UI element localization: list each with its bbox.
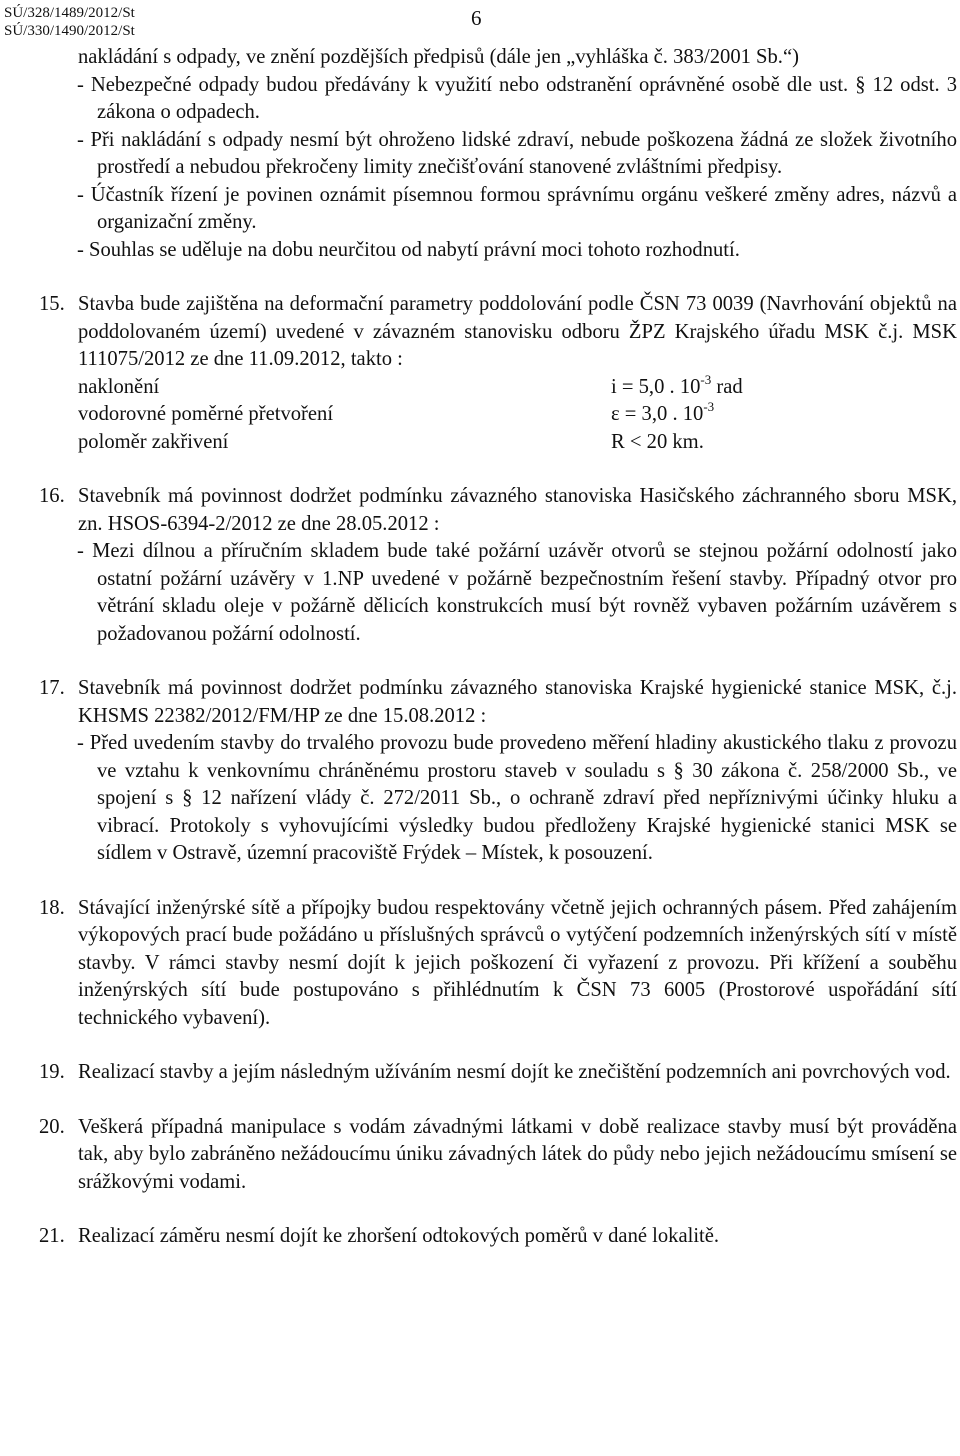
parameter-row-tilt: [78, 371, 957, 402]
condition-text: Stavebník má povinnost dodržet podmínku závazného stanoviska Hasičského záchranného sboru MSK, zn. HSOS-6394-2/2012 ze dne 28.05.2012 :: [78, 485, 957, 535]
condition-number: 16.: [39, 485, 65, 507]
condition-18: [39, 895, 957, 1033]
condition-17-bullet: - Před uvedením stavby do trvalého provozu bude provedeno měření hladiny akustického tlaku z provozu ve vztahu k venkovnímu chráněnému prostoru staveb v souladu s § 30 zákona č. 258/2000 Sb., ve spojení s § 12 nařízení vlády č. 272/2011 Sb., o ochraně zdraví před nepříznivými účinky hluku a vibrací. Protokoly s vyhovujícími výsledky budou předloženy Krajské hygienické stanici MSK se sídlem v Ostravě, územní pracoviště Frýdek – Místek, k posouzení.: [77, 732, 957, 864]
parameter-row-radius: [78, 429, 957, 457]
condition-21: [39, 1223, 957, 1251]
parameter-value: i = 5,0 . $10^{-3}$ rad: [611, 371, 743, 398]
condition-number: 20.: [39, 1115, 65, 1138]
condition-text: Realizací stavby a jejím následným užíváním nesmí dojít ke znečištění podzemních ani povrchových vod.: [78, 1061, 951, 1083]
bullet-hazardous-waste: - Nebezpečné odpady budou předávány k využití nebo odstranění oprávněné osobě dle ust. § 12 odst. 3 zákona o odpadech.: [77, 73, 957, 123]
condition-20: [39, 1114, 957, 1197]
condition-16-bullet: - Mezi dílnou a příručním skladem bude také požární uzávěr otvorů se stejnou požární odolností jako ostatní požární uzávěry v 1.NP uvedené v požárně bezpečnostním řešení stavby. Případný otvor pro větrání skladu oleje v požárně dělicích konstrukcích musí být rovněž vybaven požárním uzávěrem s požadovanou požární odolností.: [77, 540, 957, 645]
continued-paragraph: nakládání s odpady, ve znění pozdějších předpisů (dále jen „vyhláška č. 383/2001 Sb.“): [78, 46, 799, 68]
parameter-value: R < 20 km.: [611, 430, 704, 453]
condition-text: Stavebník má povinnost dodržet podmínku závazného stanoviska Krajské hygienické stanice MSK, č.j. KHSMS 22382/2012/FM/HP ze dne 15.08.2012 :: [78, 677, 957, 727]
document-reference-1: SÚ/328/1489/2012/St: [4, 5, 135, 21]
condition-text: Stavba bude zajištěna na deformační parametry poddolování podle ČSN 73 0039 (Navrhování objektů na poddolovaném území) uvedené v závazném stanovisku odboru ŽPZ Krajského úřadu MSK č.j. MSK 111075/2012 ze dne 11.09.2012, takto :: [78, 293, 957, 370]
condition-number: 18.: [39, 896, 65, 919]
condition-text: Veškerá případná manipulace s vodám závadnými látkami v době realizace stavby musí být prováděna tak, aby bylo zabráněno nežádoucímu úniku závadných látek do půdy nebo jejich nežádoucímu smísení se srážkovými vodami.: [78, 1115, 957, 1193]
condition-number: 17.: [39, 677, 65, 699]
condition-text: Realizací záměru nesmí dojít ke zhoršení odtokových poměrů v dané lokalitě.: [78, 1225, 720, 1247]
parameter-label: naklonění: [78, 375, 160, 398]
condition-16: [39, 483, 957, 538]
bullet-notify-changes: - Účastník řízení je povinen oznámit písemnou formou správnímu orgánu veškeré změny adres, názvů a organizační změny.: [77, 183, 957, 233]
parameter-label: poloměr zakřivení: [78, 430, 229, 453]
parameter-value: ε = 3,0 . $10^{-3}$: [611, 399, 715, 425]
document-reference-2: SÚ/330/1490/2012/St: [4, 23, 135, 39]
parameter-row-strain: [78, 401, 957, 429]
condition-number: 15.: [39, 293, 65, 315]
condition-19: [39, 1059, 957, 1087]
bullet-waste-handling: - Při nakládání s odpady nesmí být ohroženo lidské zdraví, nebude poškozena žádná ze složek životního prostředí a nebudou překročeny limity znečišťování stanovené zvláštními předpisy.: [77, 128, 957, 178]
condition-number: 19.: [39, 1061, 65, 1083]
condition-number: 21.: [39, 1225, 65, 1247]
page-number: 6: [471, 6, 482, 30]
page-content: [39, 44, 957, 1251]
condition-text: Stávající inženýrské sítě a přípojky budou respektovány včetně jejich ochranných pásem. Před zahájením výkopových prací bude požádáno u příslušných správců o vytýčení podzemních inženýrských sítí v místě stavby. V rámci stavby nesmí dojít k jejich poškození či vyřazení z provozu. Při křížení a souběhu inženýrských sítí bude postupováno s přihlédnutím k ČSN 73 6005 (Prostorové uspořádání sítí technického vybavení).: [78, 896, 957, 1029]
bullet-consent-duration: - Souhlas se uděluje na dobu neurčitou od nabytí právní moci tohoto rozhodnutí.: [77, 238, 740, 261]
parameter-label: vodorovné poměrné přetvoření: [78, 403, 334, 425]
condition-15: [39, 291, 957, 456]
condition-17: [39, 675, 957, 730]
